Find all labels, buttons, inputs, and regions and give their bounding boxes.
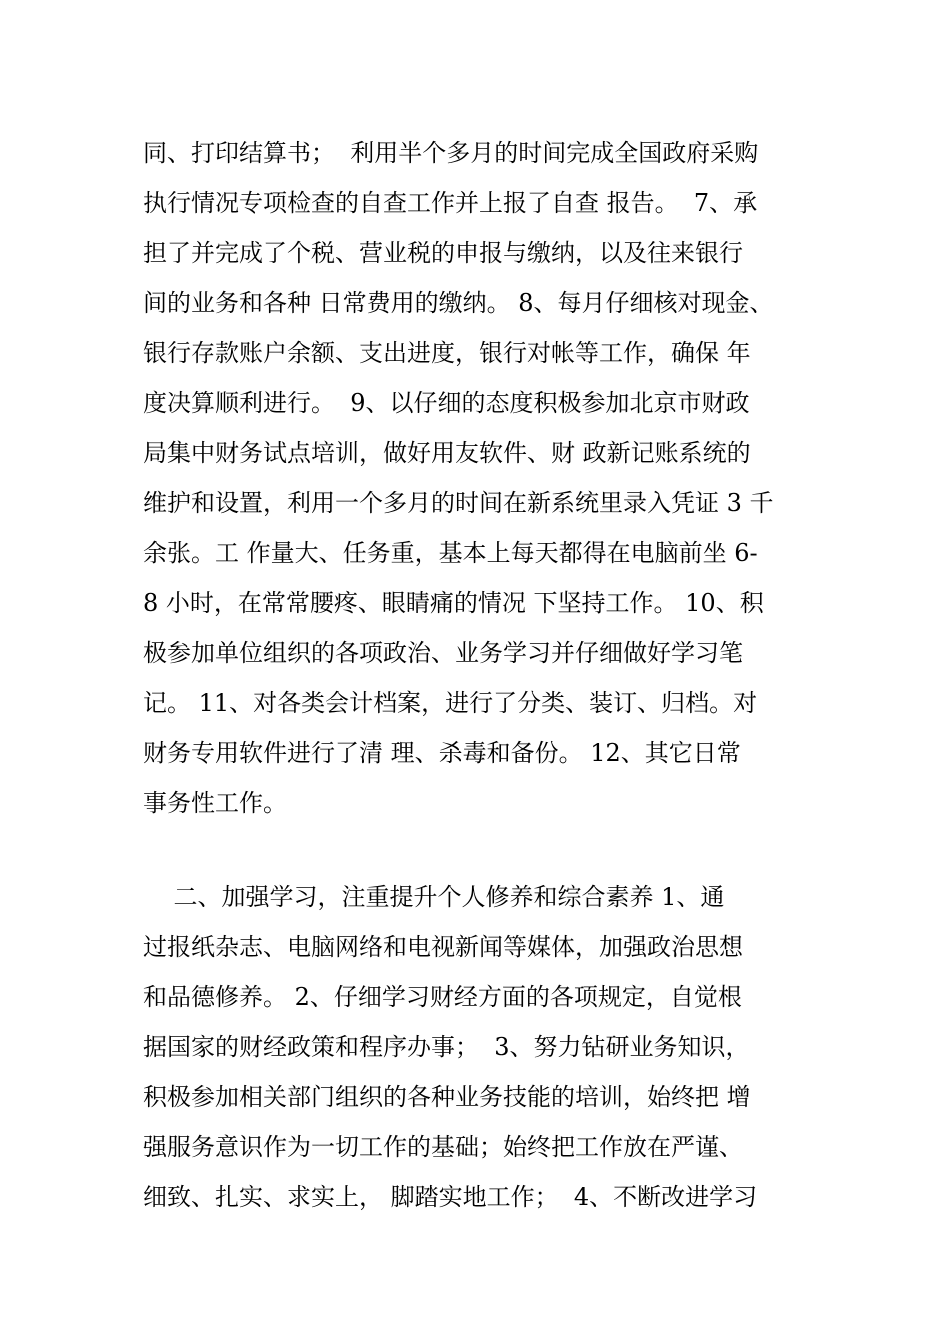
text-line: 局集中财务试点培训，做好用友软件、财 政新记账系统的 bbox=[143, 439, 751, 467]
text-line: 8 小时，在常常腰疼、眼睛痛的情况 下坚持工作。 10、积 bbox=[143, 589, 764, 617]
text-line: 强服务意识作为一切工作的基础；始终把工作放在严谨、 bbox=[143, 1133, 743, 1161]
text-line: 度决算顺利进行。 9、以仔细的态度积极参加北京市财政 bbox=[143, 389, 750, 417]
text-line: 余张。工 作量大、任务重，基本上每天都得在电脑前坐 6- bbox=[143, 539, 758, 567]
paragraph-learning-section bbox=[143, 872, 823, 1222]
text-line: 过报纸杂志、电脑网络和电视新闻等媒体，加强政治思想 bbox=[143, 933, 743, 961]
text-line: 记。 11、对各类会计档案，进行了分类、装订、归档。对 bbox=[143, 689, 758, 717]
text-line: 银行存款账户余额、支出进度，银行对帐等工作，确保 年 bbox=[143, 339, 751, 367]
section-heading-line: 二、加强学习，注重提升个人修养和综合素养 1、通 bbox=[143, 883, 725, 911]
text-line: 和品德修养。 2、仔细学习财经方面的各项规定，自觉根 bbox=[143, 983, 742, 1011]
text-line: 极参加单位组织的各项政治、业务学习并仔细做好学习笔 bbox=[143, 639, 743, 667]
text-line: 担了并完成了个税、营业税的申报与缴纳，以及往来银行 bbox=[143, 239, 743, 267]
text-line: 间的业务和各种 日常费用的缴纳。 8、每月仔细核对现金、 bbox=[143, 289, 774, 317]
text-line: 维护和设置，利用一个多月的时间在新系统里录入凭证 3 千 bbox=[143, 489, 774, 517]
text-line: 执行情况专项检查的自查工作并上报了自查 报告。 7、承 bbox=[143, 189, 758, 217]
text-line: 同、打印结算书； 利用半个多月的时间完成全国政府采购 bbox=[143, 139, 759, 167]
paragraph-work-summary bbox=[143, 128, 823, 828]
text-line: 据国家的财经政策和程序办事； 3、努力钻研业务知识， bbox=[143, 1033, 750, 1061]
text-line: 积极参加相关部门组织的各种业务技能的培训，始终把 增 bbox=[143, 1083, 751, 1111]
text-line: 细致、扎实、求实上， 脚踏实地工作； 4、不断改进学习 bbox=[143, 1183, 758, 1211]
text-line: 财务专用软件进行了清 理、杀毒和备份。 12、其它日常 bbox=[143, 739, 741, 767]
text-line: 事务性工作。 bbox=[143, 789, 287, 817]
